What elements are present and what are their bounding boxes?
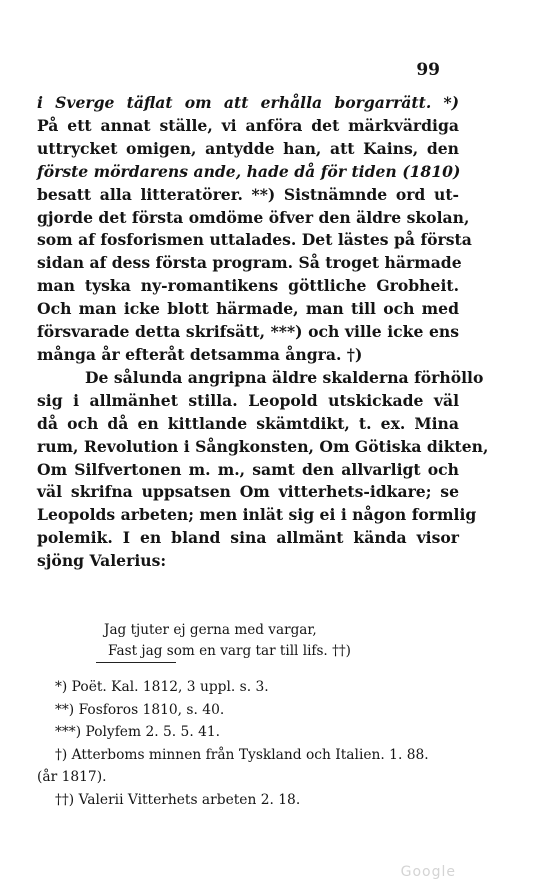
body-text — [37, 92, 489, 573]
body-line: rum, Revolution i Sångkonsten, Om Götiska dikten, — [37, 436, 489, 456]
footnote: †) Atterboms minnen från Tyskland och Italien. 1. 88. — [55, 746, 429, 763]
body-line: Leopolds arbeten; men inlät sig ei i någon formlig — [37, 505, 477, 525]
verse-line: Jag tjuter ej gerna med vargar, — [104, 622, 317, 638]
body-line: Om Silfvertonen m. m., samt den allvarligt och — [37, 459, 459, 479]
body-line: som af fosforismen uttalades. Det lästes på första — [37, 230, 472, 250]
footnote-continuation: (år 1817). — [37, 769, 107, 786]
footnotes — [37, 676, 457, 812]
body-line: väl skrifna uppsatsen Om vitterhets-idkare; se — [37, 482, 459, 502]
body-line: sjöng Valerius: — [37, 551, 167, 571]
body-line: försvarade detta skrifsätt, ***) och ville icke ens — [37, 322, 459, 342]
body-line: På ett annat ställe, vi anföra det märkvärdiga — [37, 115, 459, 135]
body-line: man tyska ny-romantikens göttliche Grobheit. — [37, 276, 459, 296]
page-number: 99 — [416, 60, 440, 80]
footnote: ††) Valerii Vitterhets arbeten 2. 18. — [55, 791, 301, 808]
body-line: De sålunda angripna äldre skalderna förhöllo — [85, 367, 484, 387]
body-line: Och man icke blott härmade, man till och med — [37, 299, 459, 319]
footnote-divider — [96, 662, 176, 663]
body-line: många år efteråt detsamma ångra. †) — [37, 344, 363, 364]
body-line: besatt alla litteratörer. **) Sistnämnde ord ut- — [37, 184, 459, 204]
body-line: uttrycket omigen, antydde han, att Kains, den — [37, 138, 459, 158]
body-line: sidan af dess första program. Så troget härmade — [37, 253, 462, 273]
footnote: *) Poët. Kal. 1812, 3 uppl. s. 3. — [55, 679, 269, 695]
verse-line: Fast jag som en varg tar till lifs. ††) — [108, 643, 351, 659]
body-line: polemik. I en bland sina allmänt kända visor — [37, 528, 459, 548]
body-line: sig i allmänhet stilla. Leopold utskickade väl — [37, 390, 459, 410]
body-line: gjorde det första omdöme öfver den äldre skolan, — [37, 207, 470, 227]
verse-quote — [104, 620, 351, 662]
footnote: **) Fosforos 1810, s. 40. — [55, 701, 225, 718]
body-line: då och då en kittlande skämtdikt, t. ex. Mina — [37, 413, 459, 433]
body-line: förste mördarens ande, hade då för tiden (1810) — [37, 161, 461, 181]
body-line: i Sverge täflat om att erhålla borgarrätt. *) — [37, 93, 459, 112]
footnote: ***) Polyfem 2. 5. 5. 41. — [55, 724, 221, 741]
watermark: Google — [400, 864, 456, 880]
